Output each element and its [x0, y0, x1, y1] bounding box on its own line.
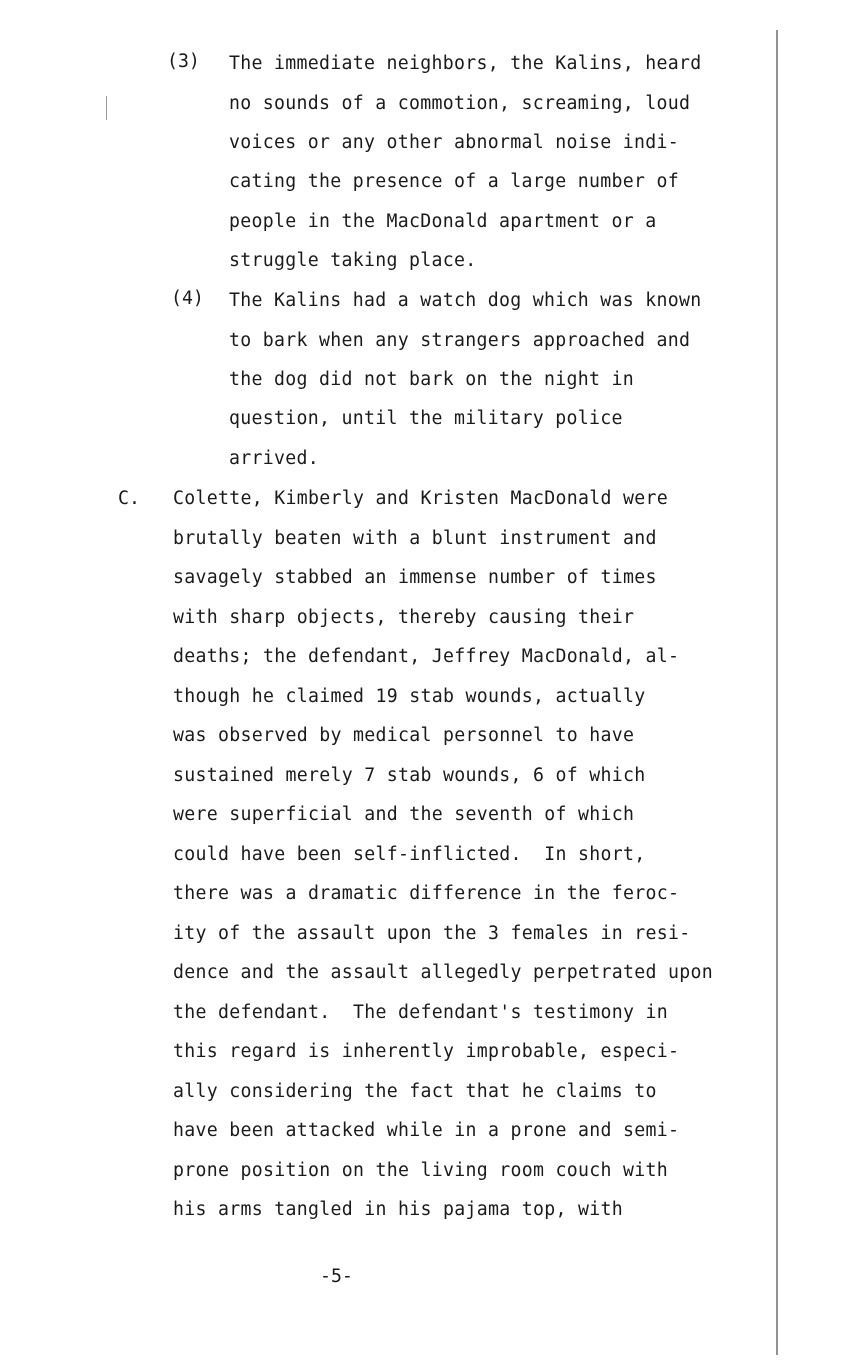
text-line: ity of the assault upon the 3 females in resi-	[173, 923, 691, 944]
text-line: people in the MacDonald apartment or a	[229, 211, 657, 232]
item-marker: C.	[118, 488, 140, 509]
text-line: brutally beaten with a blunt instrument and	[173, 528, 657, 549]
text-line: with sharp objects, thereby causing their	[173, 607, 635, 628]
text-line: the dog did not bark on the night in	[229, 369, 634, 390]
item-marker: (3)	[167, 51, 200, 72]
text-line: question, until the military police	[229, 408, 623, 429]
text-line: to bark when any strangers approached and	[229, 330, 691, 351]
text-line: have been attacked while in a prone and semi-	[173, 1120, 680, 1141]
text-line: though he claimed 19 stab wounds, actually	[173, 686, 646, 707]
text-line: struggle taking place.	[229, 250, 477, 271]
text-line: the defendant. The defendant's testimony in	[173, 1002, 668, 1023]
text-line: arrived.	[229, 448, 319, 469]
text-line: cating the presence of a large number of	[229, 171, 679, 192]
text-line: dence and the assault allegedly perpetrated upon	[173, 962, 713, 983]
right-margin-rule	[776, 30, 778, 1355]
text-line: Colette, Kimberly and Kristen MacDonald were	[173, 488, 668, 509]
left-margin-mark	[106, 96, 107, 120]
text-line: were superficial and the seventh of which	[173, 804, 635, 825]
text-line: The immediate neighbors, the Kalins, heard	[229, 53, 702, 74]
text-line: no sounds of a commotion, screaming, loud	[229, 93, 691, 114]
text-line: could have been self-inflicted. In short,	[173, 844, 646, 865]
text-line: was observed by medical personnel to have	[173, 725, 635, 746]
text-line: his arms tangled in his pajama top, with	[173, 1199, 623, 1220]
text-line: prone position on the living room couch with	[173, 1160, 668, 1181]
text-line: deaths; the defendant, Jeffrey MacDonald, al-	[173, 646, 680, 667]
text-line: savagely stabbed an immense number of times	[173, 567, 657, 588]
text-line: ally considering the fact that he claims to	[173, 1081, 657, 1102]
text-line: there was a dramatic difference in the feroc-	[173, 883, 680, 904]
text-line: this regard is inherently improbable, especi-	[173, 1041, 680, 1062]
text-line: The Kalins had a watch dog which was known	[229, 290, 702, 311]
page-number: -5-	[320, 1266, 353, 1287]
text-line: voices or any other abnormal noise indi-	[229, 132, 679, 153]
text-line: sustained merely 7 stab wounds, 6 of which	[173, 765, 646, 786]
item-marker: (4)	[171, 288, 204, 309]
